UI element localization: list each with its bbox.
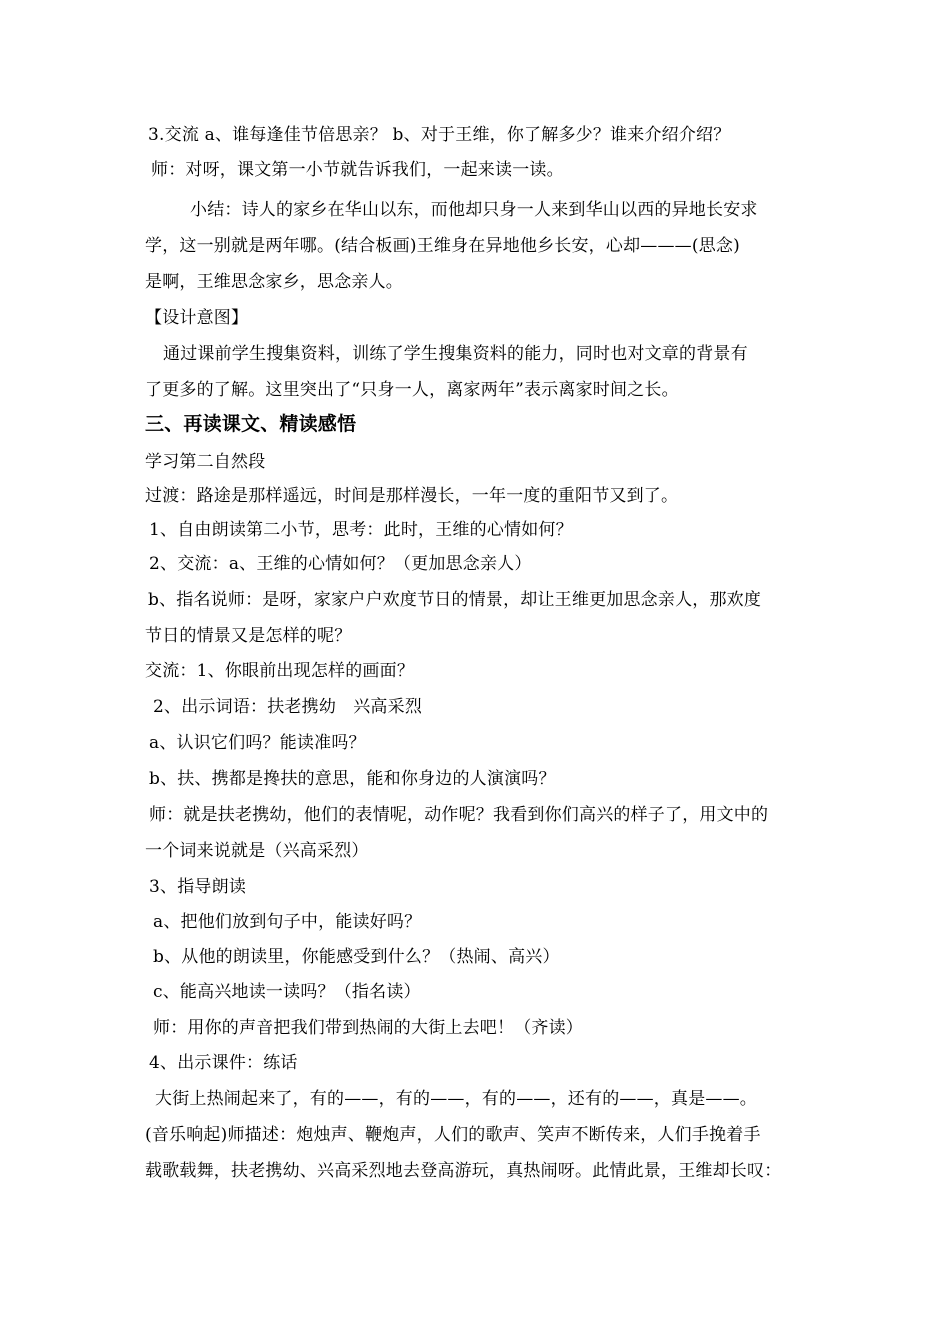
text-line: 过渡：路途是那样遥远，时间是那样漫长，一年一度的重阳节又到了。 — [145, 486, 679, 506]
text-line: a、认识它们吗？能读准吗？ — [149, 733, 366, 753]
text-line: 4、出示课件：练话 — [149, 1053, 298, 1073]
text-line: 了更多的了解。这里突出了“只身一人，离家两年”表示离家时间之长。 — [145, 380, 679, 400]
text-line: b、从他的朗读里，你能感受到什么？（热闹、高兴） — [153, 947, 560, 967]
text-line: b、扶、携都是搀扶的意思，能和你身边的人演演吗？ — [149, 769, 556, 789]
text-line: 2、交流：a、王维的心情如何？（更加思念亲人） — [149, 554, 532, 574]
text-line: 是啊，王维思念家乡，思念亲人。 — [145, 272, 403, 292]
text-line: 师：对呀，课文第一小节就告诉我们，一起来读一读。 — [151, 160, 564, 180]
text-line: 一个词来说就是（兴高采烈） — [145, 841, 369, 861]
text-line: 师：用你的声音把我们带到热闹的大街上去吧！（齐读） — [153, 1018, 583, 1038]
text-line: 大街上热闹起来了，有的——，有的——，有的——，还有的——，真是——。 — [155, 1089, 757, 1109]
text-line: c、能高兴地读一读吗？（指名读） — [153, 982, 421, 1002]
text-line: a、把他们放到句子中，能读好吗？ — [153, 912, 422, 932]
text-line: 小结：诗人的家乡在华山以东，而他却只身一人来到华山以西的异地长安求 — [190, 200, 758, 220]
text-line: 3、指导朗读 — [149, 877, 247, 897]
text-line: 通过课前学生搜集资料，训练了学生搜集资料的能力，同时也对文章的背景有 — [163, 344, 748, 364]
text-line: 3.交流 a、谁每逢佳节倍思亲？ b、对于王维，你了解多少？谁来介绍介绍？ — [148, 125, 731, 145]
text-line: 交流：1、你眼前出现怎样的画面？ — [145, 661, 415, 681]
text-line: 载歌载舞，扶老携幼、兴高采烈地去登高游玩，真热闹呀。此情此景，王维却长叹： — [145, 1161, 782, 1181]
text-line: 1、自由朗读第二小节，思考：此时，王维的心情如何？ — [149, 520, 573, 540]
section-heading: 三、再读课文、精读感悟 — [145, 413, 357, 435]
text-line: 学习第二自然段 — [145, 452, 266, 472]
text-line: b、指名说师：是呀，家家户户欢度节日的情景，却让王维更加思念亲人，那欢度 — [148, 590, 762, 610]
text-line: 师：就是扶老携幼，他们的表情呢，动作呢？我看到你们高兴的样子了，用文中的 — [149, 805, 769, 825]
section-label: 【设计意图】 — [145, 308, 249, 328]
text-line: (音乐响起)师描述：炮烛声、鞭炮声，人们的歌声、笑声不断传来，人们手挽着手 — [145, 1125, 761, 1145]
text-line: 2、出示词语：扶老携幼 兴高采烈 — [153, 697, 423, 717]
text-line: 节日的情景又是怎样的呢？ — [145, 626, 352, 646]
text-line: 学，这一别就是两年哪。(结合板画)王维身在异地他乡长安，心却———(思念) — [145, 236, 740, 256]
